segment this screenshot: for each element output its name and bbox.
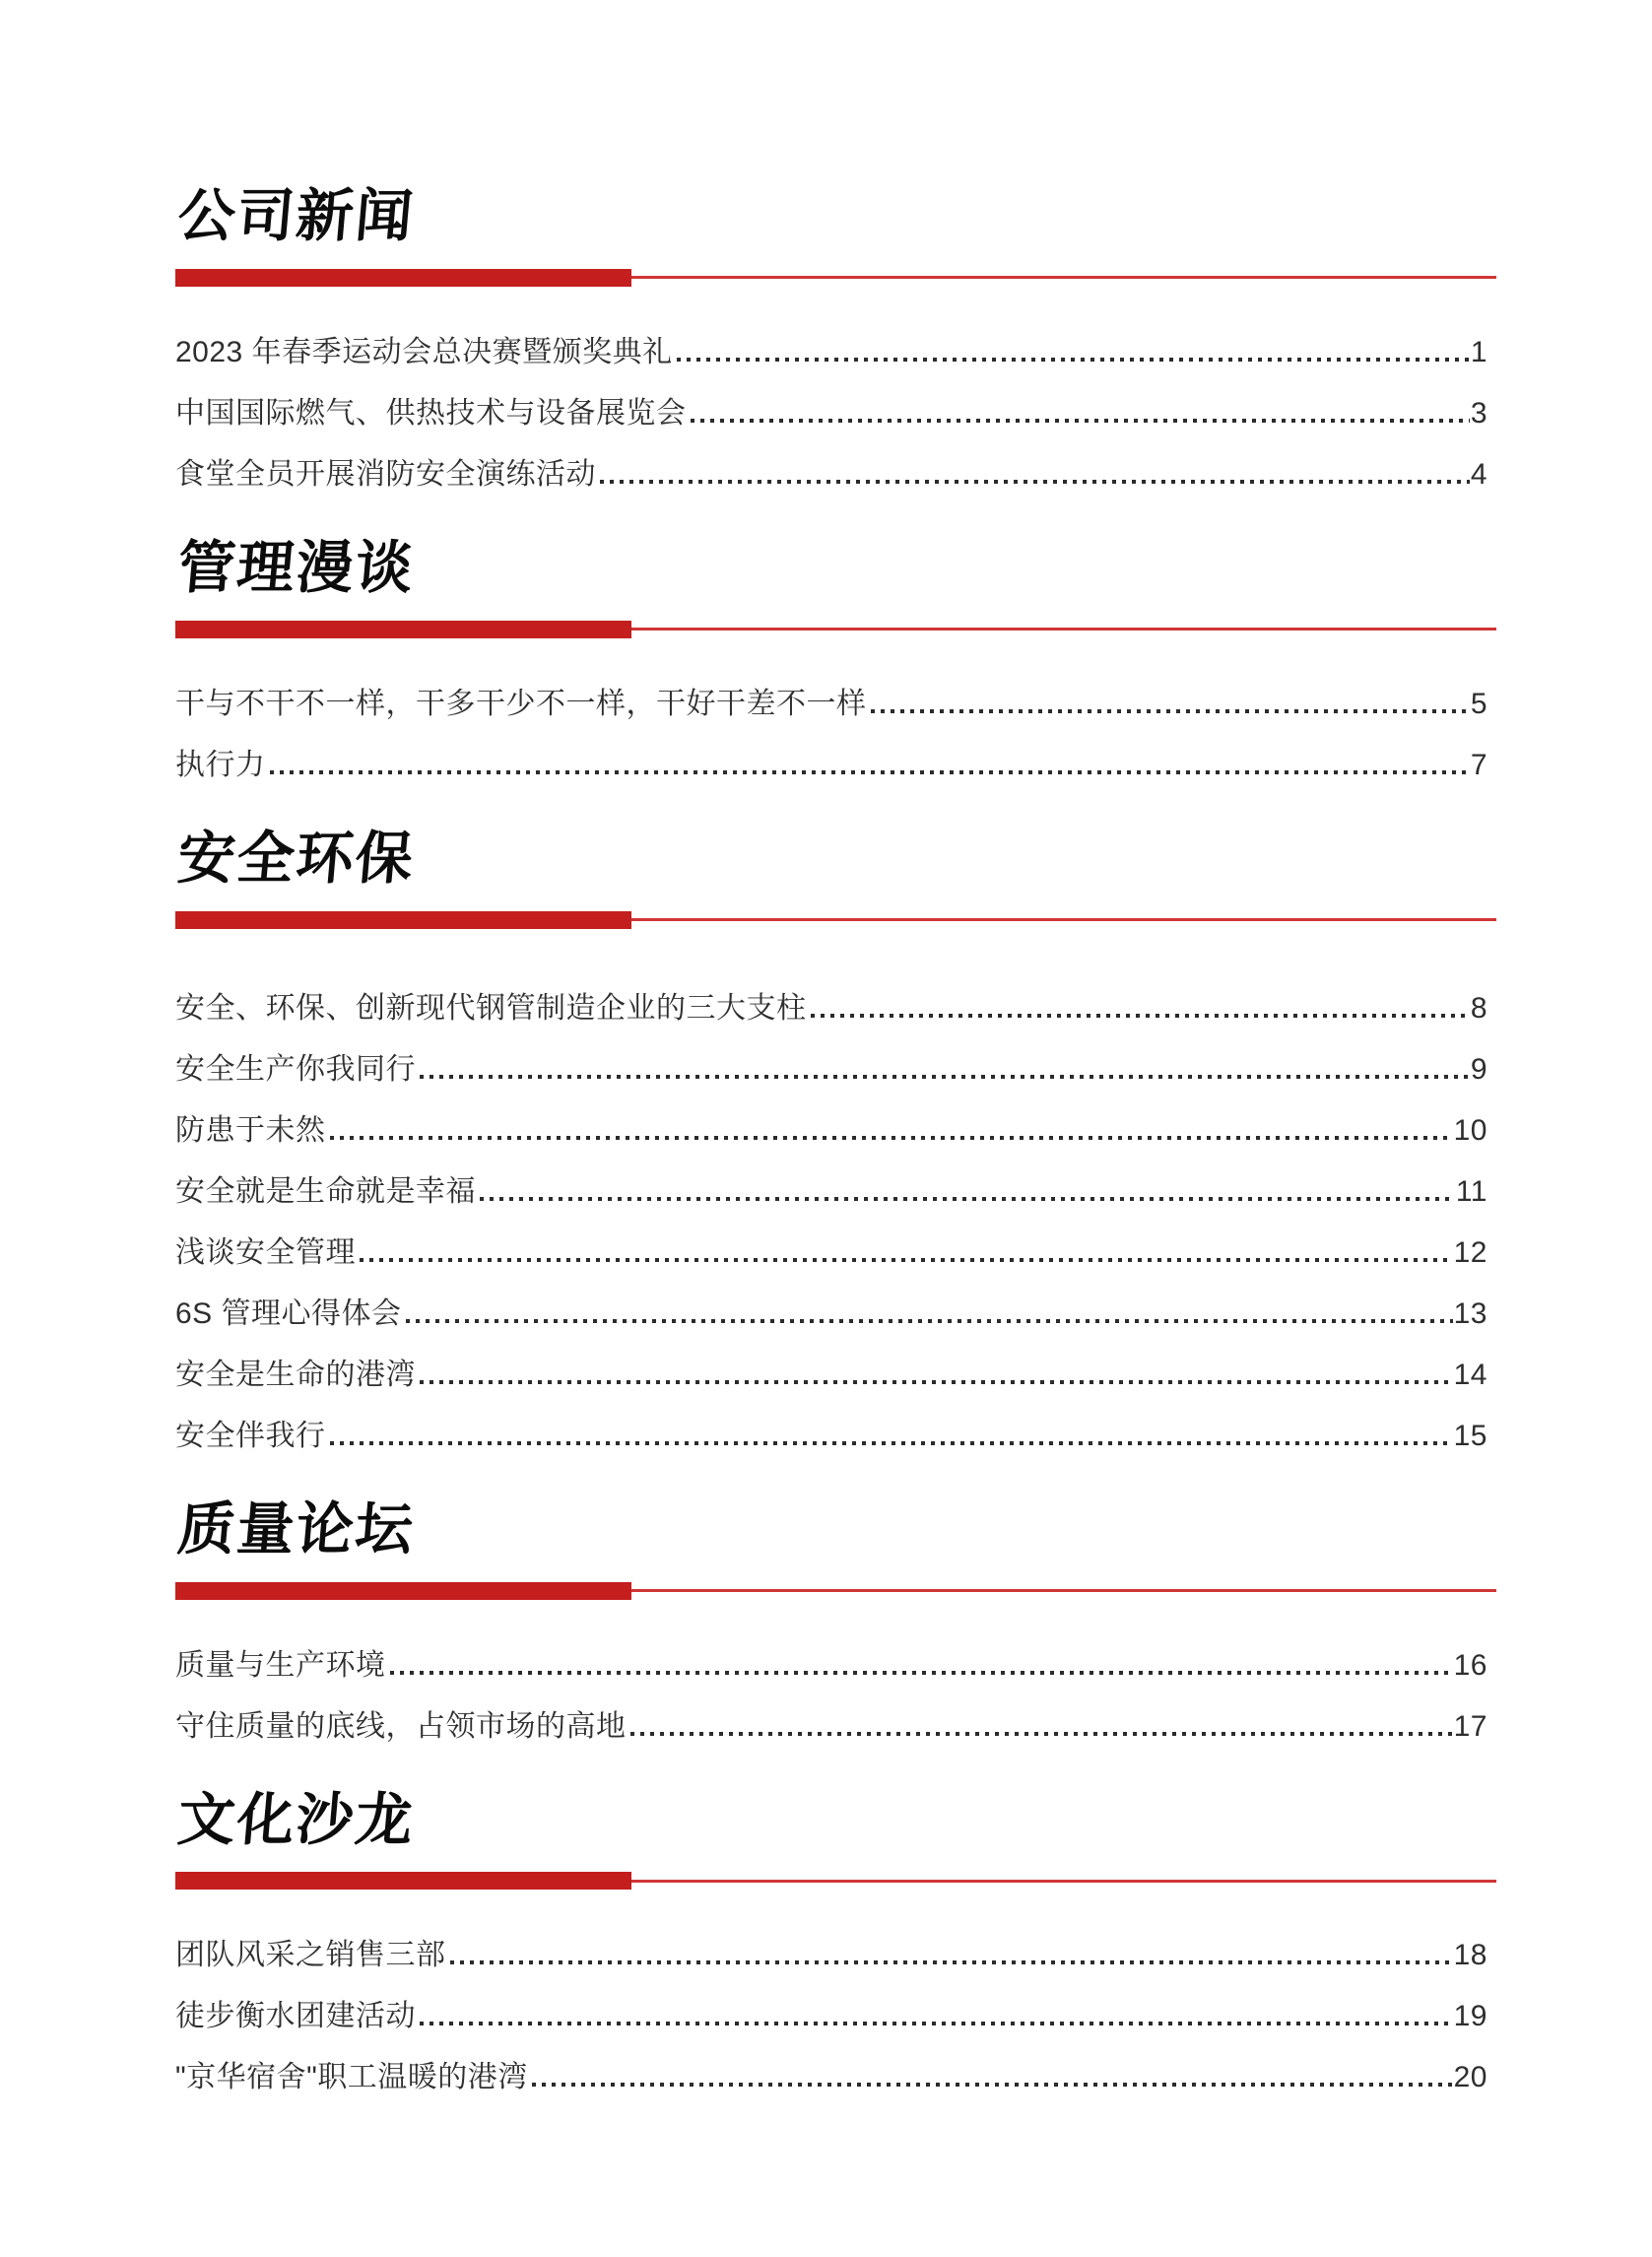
section-title-text: 管理漫谈 bbox=[174, 535, 418, 600]
section-accent-rule bbox=[175, 269, 1496, 287]
entry-page-number: 19 bbox=[1453, 2000, 1487, 2033]
toc-entry-list bbox=[175, 1925, 1496, 2108]
section-title-text: 质量论坛 bbox=[174, 1496, 418, 1561]
entry-title: 浅谈安全管理 bbox=[175, 1235, 356, 1269]
toc-entry[interactable] bbox=[175, 735, 1487, 796]
toc-section-management-talk bbox=[174, 535, 1496, 796]
toc-entry[interactable] bbox=[175, 322, 1487, 383]
toc-entry[interactable] bbox=[175, 1223, 1487, 1284]
toc-entry-list bbox=[175, 322, 1496, 505]
dotted-leader bbox=[677, 358, 1470, 362]
entry-page-number: 13 bbox=[1453, 1296, 1487, 1330]
toc-entry[interactable] bbox=[175, 1925, 1487, 1986]
toc-entry[interactable] bbox=[175, 383, 1487, 444]
dotted-leader bbox=[390, 1671, 1453, 1675]
toc-entry-list bbox=[175, 1635, 1496, 1758]
toc-section-quality-forum bbox=[174, 1496, 1496, 1758]
toc-entry[interactable] bbox=[175, 1345, 1487, 1406]
entry-page-number: 7 bbox=[1470, 748, 1487, 781]
dotted-leader bbox=[420, 1380, 1453, 1384]
toc-entry[interactable] bbox=[175, 1635, 1487, 1696]
entry-page-number: 15 bbox=[1453, 1419, 1487, 1452]
toc-section-culture-salon bbox=[174, 1787, 1496, 2109]
accent-bar-thick bbox=[175, 269, 631, 287]
entry-page-number: 12 bbox=[1453, 1235, 1487, 1269]
toc-section-company-news bbox=[174, 184, 1496, 505]
toc-entry[interactable] bbox=[175, 1039, 1487, 1100]
accent-bar-thick bbox=[175, 1872, 631, 1890]
section-title bbox=[174, 1496, 1496, 1561]
accent-bar-thick bbox=[175, 911, 631, 929]
section-accent-rule bbox=[175, 911, 1496, 929]
toc-entry[interactable] bbox=[175, 1986, 1487, 2047]
section-title bbox=[174, 1787, 1496, 1852]
accent-rule-thin bbox=[631, 1589, 1496, 1592]
entry-page-number: 4 bbox=[1470, 457, 1487, 491]
toc-entry-list bbox=[175, 674, 1496, 796]
section-title bbox=[174, 826, 1496, 891]
entry-page-number: 9 bbox=[1470, 1052, 1487, 1086]
dotted-leader bbox=[532, 2083, 1453, 2087]
dotted-leader bbox=[691, 419, 1470, 423]
section-title bbox=[174, 535, 1496, 600]
section-title-text: 安全环保 bbox=[174, 826, 418, 891]
accent-bar-thick bbox=[175, 1582, 631, 1600]
entry-page-number: 1 bbox=[1470, 335, 1487, 368]
toc-section-safety-environment bbox=[174, 826, 1496, 1467]
dotted-leader bbox=[360, 1258, 1453, 1262]
section-accent-rule bbox=[175, 621, 1496, 638]
entry-title: "京华宿舍"职工温暖的港湾 bbox=[175, 2061, 528, 2094]
dotted-leader bbox=[600, 480, 1470, 484]
dotted-leader bbox=[406, 1319, 1453, 1323]
entry-page-number: 14 bbox=[1453, 1358, 1487, 1391]
entry-title: 徒步衡水团建活动 bbox=[175, 2000, 416, 2033]
entry-page-number: 3 bbox=[1470, 396, 1487, 430]
entry-page-number: 8 bbox=[1470, 991, 1487, 1025]
entry-title: 安全是生命的港湾 bbox=[175, 1358, 416, 1391]
entry-page-number: 16 bbox=[1453, 1648, 1487, 1682]
entry-title: 安全、环保、创新现代钢管制造企业的三大支柱 bbox=[175, 991, 807, 1025]
toc-entry[interactable] bbox=[175, 1284, 1487, 1345]
entry-page-number: 20 bbox=[1453, 2061, 1487, 2094]
dotted-leader bbox=[420, 1075, 1470, 1079]
entry-title: 防患于未然 bbox=[175, 1113, 326, 1147]
dotted-leader bbox=[420, 2022, 1453, 2025]
section-accent-rule bbox=[175, 1582, 1496, 1600]
entry-title: 食堂全员开展消防安全演练活动 bbox=[175, 457, 596, 491]
entry-title: 安全就是生命就是幸福 bbox=[175, 1174, 476, 1208]
dotted-leader bbox=[330, 1441, 1453, 1445]
accent-rule-thin bbox=[631, 276, 1496, 279]
toc-entry-list bbox=[175, 978, 1496, 1467]
toc-entry[interactable] bbox=[175, 978, 1487, 1039]
entry-title: 中国国际燃气、供热技术与设备展览会 bbox=[175, 396, 687, 430]
toc-entry[interactable] bbox=[175, 1406, 1487, 1467]
entry-title: 6S 管理心得体会 bbox=[175, 1296, 402, 1330]
section-accent-rule bbox=[175, 1872, 1496, 1890]
section-title-text: 公司新闻 bbox=[174, 184, 418, 248]
dotted-leader bbox=[811, 1014, 1470, 1018]
toc-entry[interactable] bbox=[175, 444, 1487, 505]
entry-title: 守住质量的底线，占领市场的高地 bbox=[175, 1709, 627, 1743]
toc-entry[interactable] bbox=[175, 674, 1487, 735]
entry-title: 团队风采之销售三部 bbox=[175, 1939, 446, 1972]
dotted-leader bbox=[480, 1197, 1455, 1201]
entry-page-number: 10 bbox=[1453, 1113, 1487, 1147]
dotted-leader bbox=[630, 1732, 1453, 1736]
entry-title: 安全伴我行 bbox=[175, 1419, 326, 1452]
entry-title: 2023 年春季运动会总决赛暨颁奖典礼 bbox=[175, 335, 673, 368]
entry-page-number: 11 bbox=[1455, 1174, 1487, 1208]
dotted-leader bbox=[270, 770, 1470, 774]
toc-entry[interactable] bbox=[175, 2047, 1487, 2108]
dotted-leader bbox=[330, 1136, 1453, 1140]
section-title bbox=[174, 184, 1496, 248]
accent-bar-thick bbox=[175, 621, 631, 638]
toc-entry[interactable] bbox=[175, 1162, 1487, 1223]
entry-page-number: 5 bbox=[1470, 687, 1487, 720]
entry-title: 执行力 bbox=[175, 748, 266, 781]
toc-entry[interactable] bbox=[175, 1696, 1487, 1758]
entry-title: 质量与生产环境 bbox=[175, 1648, 386, 1682]
entry-page-number: 18 bbox=[1453, 1939, 1487, 1972]
entry-title: 干与不干不一样，干多干少不一样，干好干差不一样 bbox=[175, 687, 867, 720]
accent-rule-thin bbox=[631, 628, 1496, 631]
entry-page-number: 17 bbox=[1453, 1709, 1487, 1743]
accent-rule-thin bbox=[631, 918, 1496, 921]
section-title-text: 文化沙龙 bbox=[174, 1787, 418, 1852]
dotted-leader bbox=[871, 709, 1470, 713]
dotted-leader bbox=[450, 1960, 1453, 1964]
toc-entry[interactable] bbox=[175, 1100, 1487, 1162]
entry-title: 安全生产你我同行 bbox=[175, 1052, 416, 1086]
accent-rule-thin bbox=[631, 1880, 1496, 1883]
